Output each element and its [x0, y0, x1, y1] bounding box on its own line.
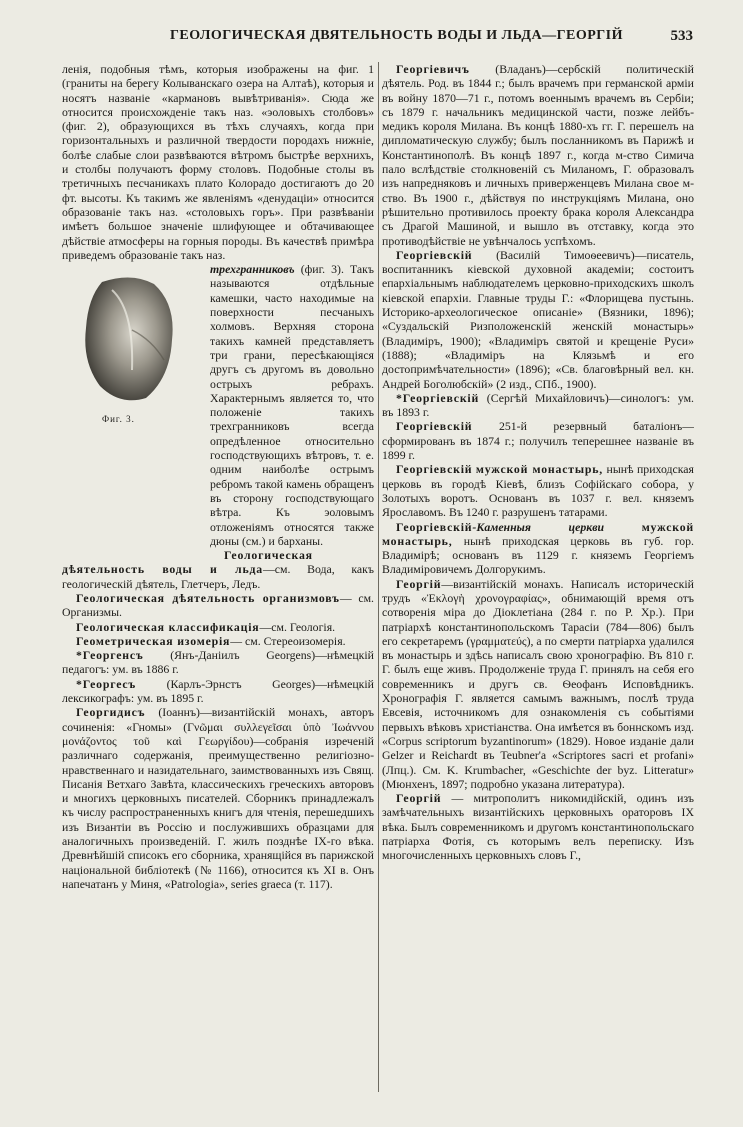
entry-georgidis: Георгидисъ (Іоаннъ)—византійскій монахъ, авторъ сочиненія: «Гномы» (Γνῶμαι συλλεγεῖσαι ὑπὸ Ἰωάννου μονάζοντος τοῦ καὶ Γεωργίδου)—собранія изреченій различнаго содержанія, преимущественно религіозно-нравственнаго и назидательнаго, заимствованныхъ изъ Свящ. Писанія Ветхаго Завѣта, классическихъ греческихъ авторовъ и многихъ церковныхъ писателей. Сборникъ принадлежалъ къ числу распространенныхъ книгъ для чтенія, перешедшихъ изъ Византіи въ Россію и послужившихъ образцами для аналогичныхъ произведеній. Г. жилъ позднѣе IX-го вѣка. Древнѣйшій списокъ его сборника, хранящійся въ парижской національной библіотекѣ (№ 1166), относится къ XI в. Онъ напечатанъ у Миня, «Patrologia», series graeca (т. 117). [62, 705, 374, 891]
entry-georgens: *Георгенсъ (Янъ-Даніилъ Georgens)—нѣмецкій педагогъ: ум. въ 1886 г. [62, 648, 374, 677]
entry-georgievich: Георгіевичъ (Владанъ)—сербскій политическій дѣятель. Род. въ 1844 г.; былъ врачемъ при германской арміи въ войну 1870—71 г., потомъ военнымъ врачемъ въ Сербіи; съ 1879 г. начальникъ медицинской части, позже лейбъ-медикъ короля Милана. Въ концѣ 1880-хъ гг. Г. перешелъ на дипломатическую службу; былъ посланникомъ въ Парижѣ и Константинополѣ. Въ концѣ 1897 г., когда м-ство Симича пало вслѣдствіе столкновеній съ Миланомъ, Г. образовалъ изъ напредняковъ и личныхъ приверженцевъ Милана свое м-ство. Въ 1900 г., дѣйствуя по инструкціямъ Милана, оно рѣшительно противилось проекту брака короля Александра съ Драгой Машиной, и вышло въ отставку, когда это противодѣйствіе не увѣнчалось успѣхомъ. [382, 62, 694, 248]
entry-headword: *Георгесъ [76, 676, 137, 691]
paragraph-continuation: ленія, подобныя тѣмъ, которыя изображены на фиг. 1 (граниты на берегу Колыванскаго озера на Алтаѣ), которыя и носятъ названіе «кармановъ вывѣтриванія». Сюда же относится происхожденіе такъ наз. «эоловыхъ столбовъ» (фиг. 2), образующихся въ тѣхъ случаяхъ, когда при горизонтальныхъ и различной твердости породахъ нижніе, болѣе слабые слои развѣваются вѣтромъ быстрѣе верхнихъ, и столбы получаютъ форму столовъ. Подобные столы въ третичныхъ песчаникахъ плато Колорадо достигаютъ до 20 фт. высоты. Къ такимъ же явленіямъ «денудаціи» относится образованіе такъ наз. «столовыхъ горъ». При развѣваніи имѣетъ большое значеніе шлифующее и обтачивающее дѣйствіе атмосферы на горныя породы. Въ качествѣ примѣра приведемъ образованіе такъ наз. [62, 62, 374, 262]
entry-headword: Геологическая классификація [76, 619, 260, 634]
entry-headword: Геологическая дѣятельность организмовъ [76, 590, 340, 605]
entry-headword: *Георгіевскій [396, 390, 480, 405]
entry-georgievsky-vasily: Георгіевскій (Василій Тимоѳеевичъ)—писатель, воспитанникъ кіевской духовной академіи; состоитъ епархіальнымъ наблюдателемъ церковно-приходскихъ школъ кіевской епархіи. Главные труды Г.: «Флорищева пустынь. Историко-археологическое описаніе» (Вязники, 1896); «Суздальскій Ризположенскій женскій монастырь» (Владиміръ, 1900); «Владиміръ святой и крещеніе Руси» (1888); «Владиміръ на Клязьмѣ и его достопримѣчательности» (1896); «Св. благовѣрный вел. кн. Андрей Боголюбскій» (2 изд., СПб., 1900). [382, 247, 694, 391]
entry-headword: Георгіевскій [396, 247, 473, 262]
figure-3 [62, 264, 202, 554]
entry-headword: Георгій [396, 576, 442, 591]
left-column [62, 62, 374, 1092]
entry-georges: *Георгесъ (Карлъ-Эрнстъ Georges)—нѣмецкій лексикографъ: ум. въ 1895 г. [62, 676, 374, 706]
entry-georgy-monk: Георгій—византійскій монахъ. Написалъ историческій трудъ «Ἐκλογὴ χρονογραφίας», обнимающій время отъ сотворенія міра до Діоклетіана (284 г. по Р. Хр.). При патріархѣ константинопольскомъ Тарасіи (784—806) былъ его секретаремъ (γραμματεύς), а по смерти патріарха удалился въ монастырь и здѣсь написалъ свою хронографію. Въ 810 г. Г. былъ еще живъ. Продолженіе труда Г. принялъ на себя его современникъ и другъ св. Ѳеофанъ Исповѣдникъ. Хронографія Г. является самымъ важнымъ, послѣ труда Евсевія, источникомъ для ознакомленія съ событіями первыхъ вѣковъ христіанства. Она имѣется въ боннскомъ изд. «Corpus scriptorum byzantinorum» (1829). Новое изданіе дали Gelzer и Reichardt въ Teubner'а «Scriptores sacri et profani» (Лпц.). См. K. Krumbacher, «Geschichte der byz. Litteratur» (Мюнхенъ, 1897; подробно указана литература). [382, 576, 694, 791]
entry-headword: *Георгенсъ [76, 648, 144, 663]
right-column [382, 62, 694, 1092]
entry-georgievsky-monastery-vladimir: Георгіевскій-Каменныя церкви мужской монастырь, нынѣ приходская церковь въ губ. гор. Владимірѣ; основанъ въ 1129 г. княземъ Георгіемъ Владиміровичемъ Долгорукимъ. [382, 519, 694, 577]
column-divider [378, 62, 379, 1092]
figure-caption: Фиг. 3. [102, 414, 135, 425]
entry-headword: Геологическая дѣятельность воды и льда [62, 548, 313, 577]
page-number: 533 [670, 28, 693, 44]
running-title: ГЕОЛОГИЧЕСКАЯ ДВЯТЕЛЬНОСТЬ ВОДЫ И ЛЬДА—ГЕОРГІЙ [170, 28, 624, 43]
entry-isomerism: Геометрическая изомерія— см. Стереоизомерія. [76, 633, 346, 648]
entry-headword: Георгіевичъ [396, 62, 470, 76]
entry-headword: Георгіевскій [396, 462, 473, 477]
paragraph-ventifacts: трехгранниковъ (фиг. 3). Такъ называются отдѣльные камешки, часто находимые на поверхности песчаныхъ холмовъ. Верхняя сторона такихъ камней представляетъ три грани, пересѣкающіяся другъ съ другомъ въ довольно острыхъ ребрахъ. Характернымъ является то, что положеніе такихъ трехгранниковъ всегда опредѣленное относительно господствующихъ вѣтровъ, т. е. одним наиболѣе острымъ ребромъ такой камень обращенъ въ сторону господствующаго вѣтра. Къ эоловымъ отложеніямъ относятся также дюны (см.) и барханы. [210, 262, 374, 548]
page-header [0, 28, 743, 50]
entry-headword: Георгидисъ [76, 705, 146, 720]
entry-organisms: Геологическая дѣятельность организмовъ— см. Организмы. [62, 590, 374, 620]
entry-headword: Георгій [396, 791, 442, 806]
entry-classification: Геологическая классификація—см. Геологія. [76, 619, 336, 634]
entry-headword: Георгіевскій [396, 419, 473, 434]
entry-water-ice: Геологическая дѣятельность воды и льда—см. Вода, какъ геологическій дѣятель, Глетчеръ, Ледъ. [62, 548, 374, 591]
term-trekhgranniki: трехгранниковъ [210, 262, 295, 277]
entry-georgy-metropolitan: Георгій — митрополитъ никомидійскій, одинъ изъ замѣчательныхъ византійскихъ церковныхъ ораторовъ IX вѣка. Былъ современникомъ и другомъ константинопольскаго патріарха Фотія, съ которымъ велъ переписку. Изъ многочисленныхъ церковныхъ словъ Г., [382, 791, 694, 863]
entry-georgievsky-battalion: Георгіевскій 251-й резервный баталіонъ—сформированъ въ 1874 г.; получилъ теперешнее названіе въ 1899 г. [382, 419, 694, 463]
entry-georgievsky-sergey: *Георгіевскій (Сергѣй Михайловичъ)—синологъ: ум. въ 1893 г. [382, 390, 694, 420]
entry-headword: Геометрическая изомерія [76, 633, 231, 648]
ventifact-stone-image [72, 270, 192, 410]
entry-headword: Георгіевскій [396, 519, 473, 534]
entry-georgievsky-monastery-kiev: Георгіевскій мужской монастырь, нынѣ приходская церковь въ городѣ Кіевѣ, близъ Софійскаго собора, у Золотыхъ воротъ. Основанъ въ 1037 г. вел. княземъ Ярославомъ. Въ 1240 г. разрушенъ татарами. [382, 462, 694, 520]
